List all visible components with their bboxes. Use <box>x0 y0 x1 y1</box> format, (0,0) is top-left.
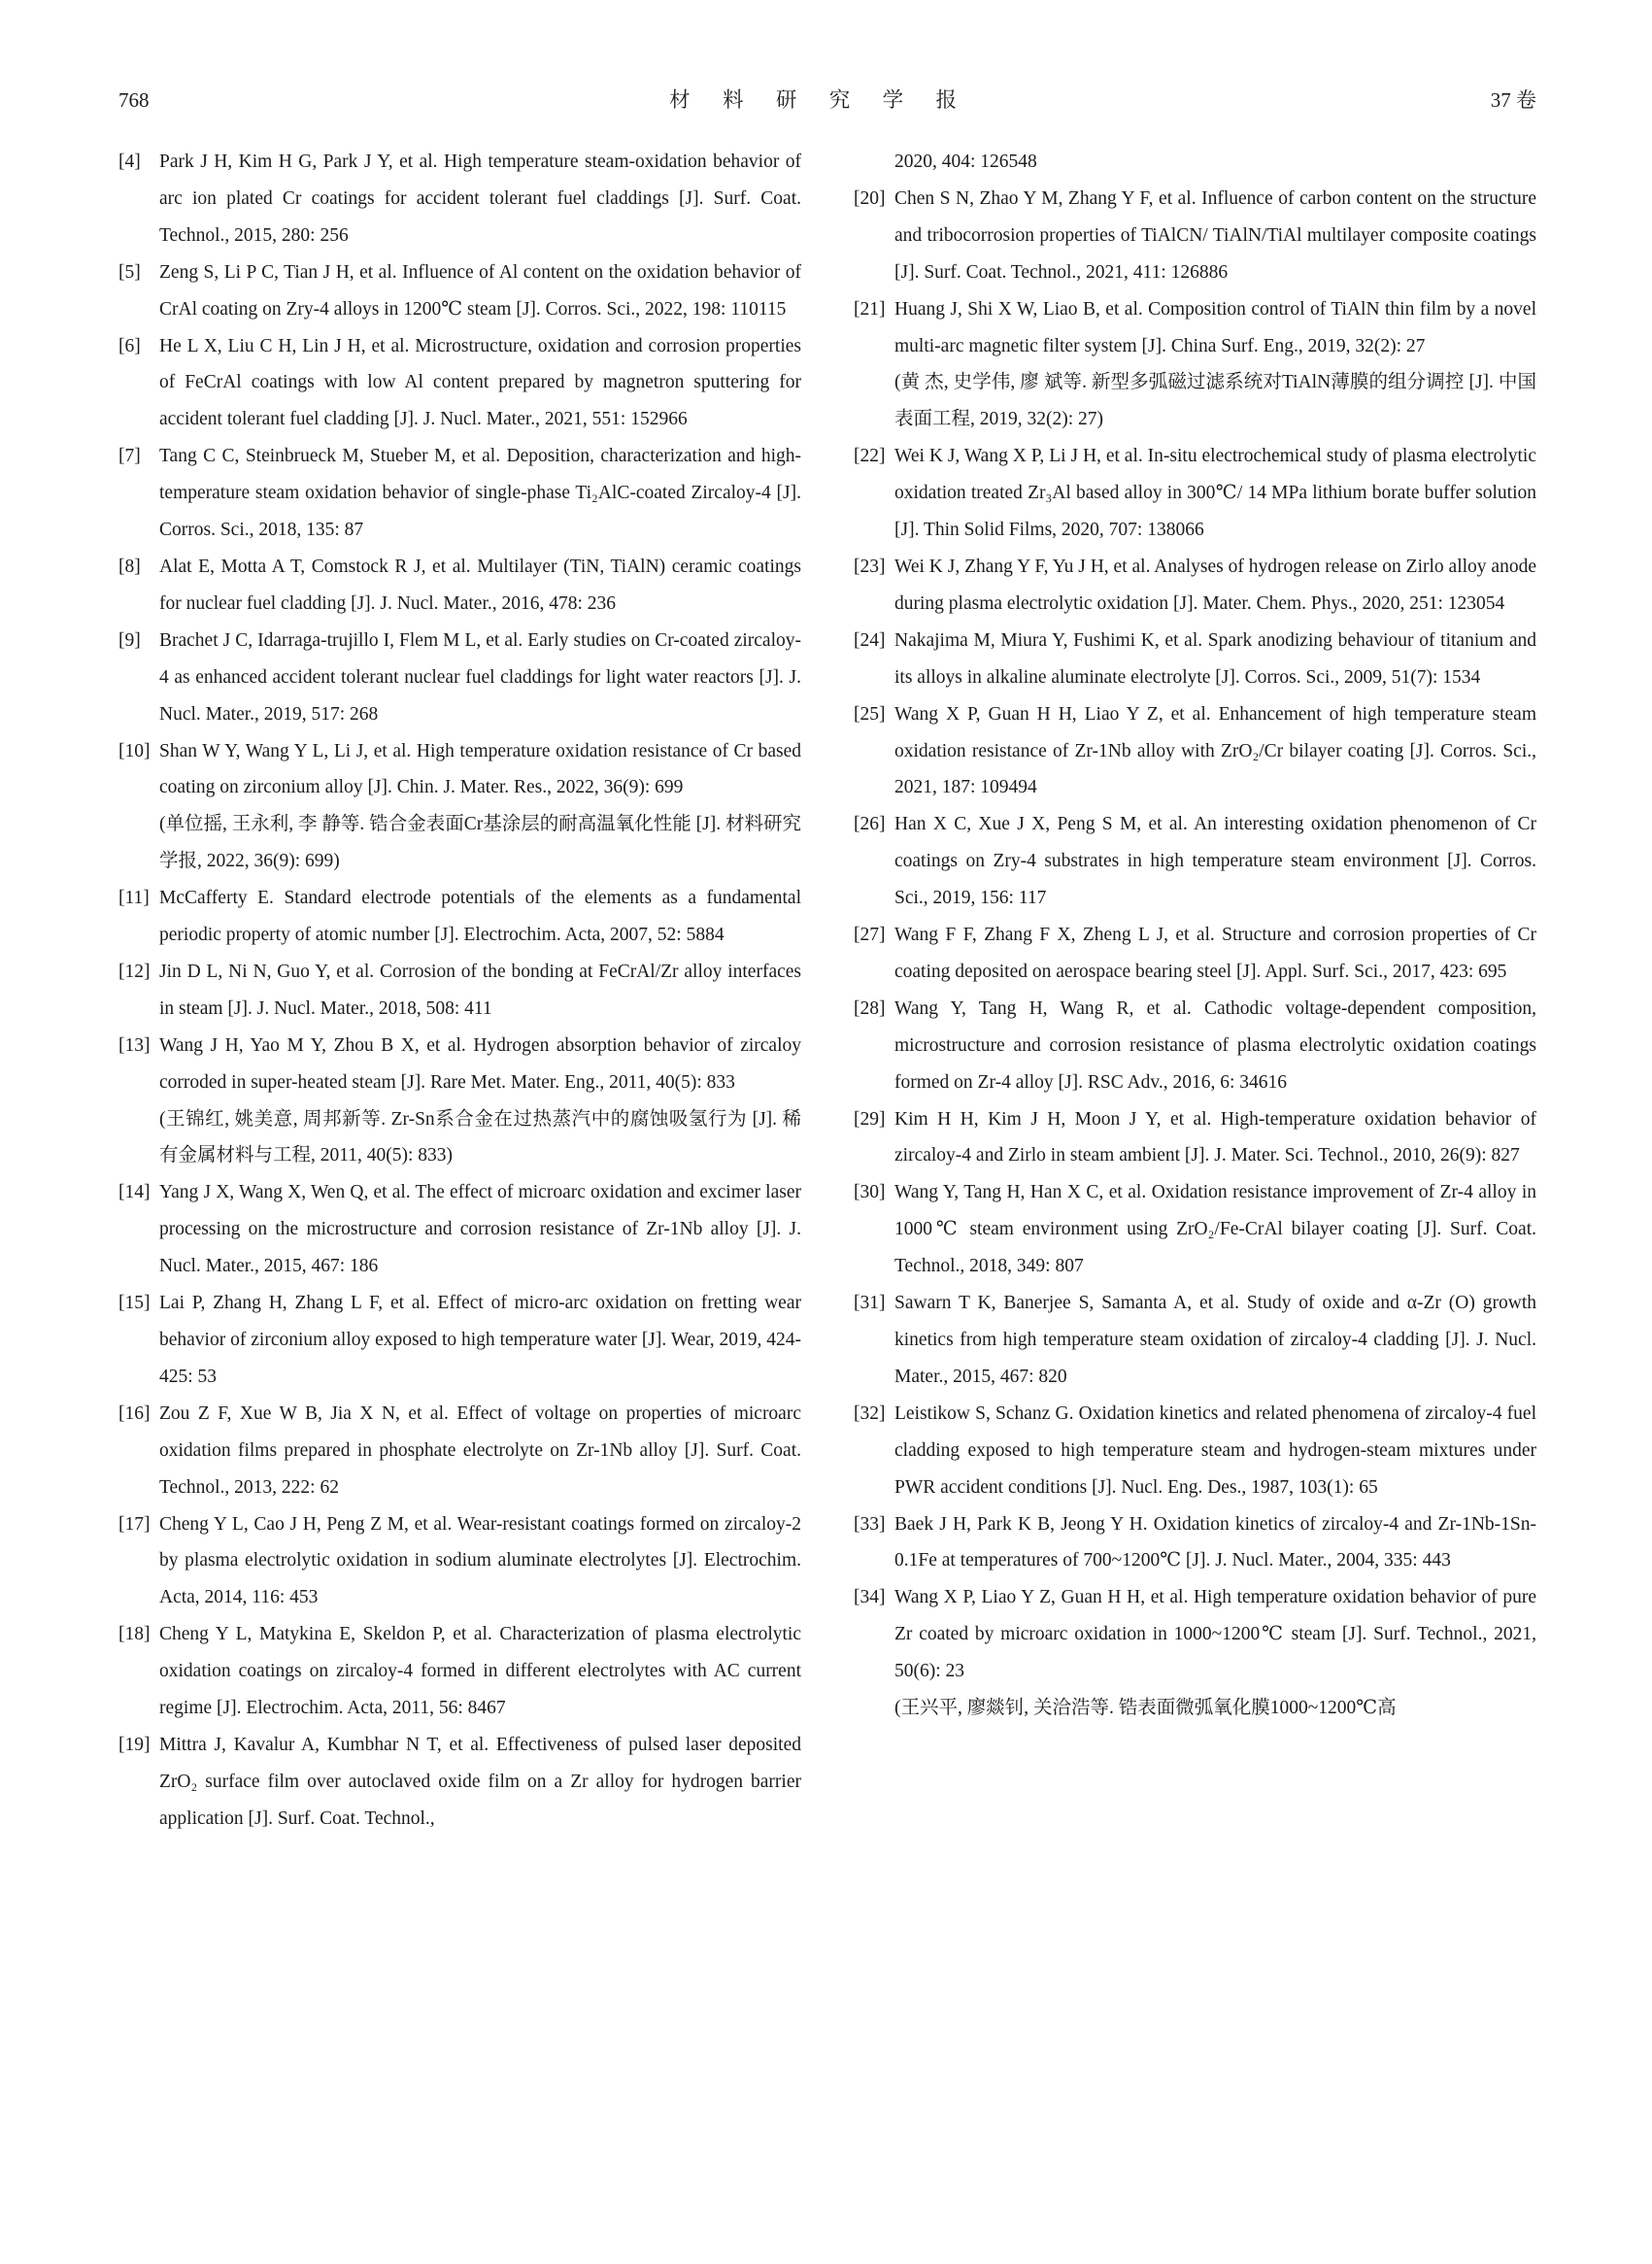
reference-item <box>118 1174 801 1285</box>
reference-item <box>854 291 1536 439</box>
reference-text: He L X, Liu C H, Lin J H, et al. Microstructure, oxidation and corrosion properties of FeCrAl coatings with low Al content prepared by magnetron sputtering for accident tolerant fuel cladding [J]. J. Nucl. Mater., 2021, 551: 152966 <box>159 335 801 430</box>
reference-item <box>118 549 801 623</box>
reference-text: Zeng S, Li P C, Tian J H, et al. Influence of Al content on the oxidation behavior of CrAl coating on Zry-4 alloys in 1200℃ steam [J]. Corros. Sci., 2022, 198: 110115 <box>159 261 801 320</box>
reference-item <box>854 806 1536 917</box>
reference-text: Shan W Y, Wang Y L, Li J, et al. High temperature oxidation resistance of Cr based coating on zirconium alloy [J]. Chin. J. Mater. Res., 2022, 36(9): 699 <box>159 740 801 798</box>
reference-text: Wei K J, Wang X P, Li J H, et al. In-situ electrochemical study of plasma electrolytic oxidation treated Zr₃Al based alloy in 300℃/ 14 MPa lithium borate buffer solution [J]. Thin Solid Films, 2020, 707: 138066 <box>894 446 1536 541</box>
reference-text: Zou Z F, Xue W B, Jia X N, et al. Effect of voltage on properties of microarc oxidation films prepared in phosphate electrolyte on Zr-1Nb alloy [J]. Surf. Coat. Technol., 2013, 222: 62 <box>159 1402 801 1498</box>
reference-item <box>854 1174 1536 1285</box>
references-column-right <box>854 144 1536 2264</box>
reference-number: [31] <box>854 1293 886 1314</box>
reference-item <box>118 1028 801 1175</box>
reference-number: [10] <box>118 740 151 761</box>
reference-item <box>854 549 1536 623</box>
reference-item <box>854 1506 1536 1580</box>
reference-number: [15] <box>118 1293 151 1314</box>
reference-text: Cheng Y L, Cao J H, Peng Z M, et al. Wear-resistant coatings formed on zircaloy-2 by plasma electrolytic oxidation in sodium aluminate electrolytes [J]. Electrochim. Acta, 2014, 116: 453 <box>159 1513 801 1608</box>
reference-text: Jin D L, Ni N, Guo Y, et al. Corrosion of the bonding at FeCrAl/Zr alloy interfaces in steam [J]. J. Nucl. Mater., 2018, 508: 411 <box>159 961 801 1019</box>
reference-text: Kim H H, Kim J H, Moon J Y, et al. High-temperature oxidation behavior of zircaloy-4 and Zirlo in steam ambient [J]. J. Mater. Sci. Technol., 2010, 26(9): 827 <box>894 1108 1536 1166</box>
reference-number: [13] <box>118 1034 151 1056</box>
reference-number: [34] <box>854 1587 886 1608</box>
reference-number: [29] <box>854 1108 886 1130</box>
reference-text: Leistikow S, Schanz G. Oxidation kinetics and related phenomena of zircaloy-4 fuel cladding exposed to high temperature steam and hydrogen-steam mixtures under PWR accident conditions [J]. Nucl. Eng. Des., 1987, 103(1): 65 <box>894 1402 1536 1498</box>
reference-item <box>118 1727 801 1838</box>
reference-item <box>118 438 801 549</box>
reference-item <box>118 623 801 733</box>
reference-item <box>854 438 1536 549</box>
reference-item <box>854 1579 1536 1727</box>
reference-list <box>118 144 1536 2264</box>
reference-number: [16] <box>118 1402 151 1424</box>
reference-item <box>854 991 1536 1101</box>
reference-number: [4] <box>118 152 141 172</box>
reference-item <box>854 623 1536 696</box>
reference-text: Huang J, Shi X W, Liao B, et al. Composition control of TiAlN thin film by a novel multi-arc magnetic filter system [J]. China Surf. Eng., 2019, 32(2): 27 <box>894 298 1536 356</box>
reference-text: Wei K J, Zhang Y F, Yu J H, et al. Analyses of hydrogen release on Zirlo alloy anode during plasma electrolytic oxidation [J]. Mater. Chem. Phys., 2020, 251: 123054 <box>894 556 1536 614</box>
reference-item <box>854 1101 1536 1175</box>
reference-text: Han X C, Xue J X, Peng S M, et al. An interesting oxidation phenomenon of Cr coatings on Zry-4 substrates in high temperature steam environment [J]. Corros. Sci., 2019, 156: 117 <box>894 814 1536 909</box>
reference-number: [22] <box>854 446 886 467</box>
reference-item <box>118 254 801 328</box>
reference-text: Alat E, Motta A T, Comstock R J, et al. Multilayer (TiN, TiAlN) ceramic coatings for nuclear fuel cladding [J]. J. Nucl. Mater., 2016, 478: 236 <box>159 556 801 614</box>
reference-item <box>854 144 1536 181</box>
reference-item <box>118 880 801 954</box>
reference-text: Lai P, Zhang H, Zhang L F, et al. Effect of micro-arc oxidation on fretting wear behavior of zirconium alloy exposed to high temperature water [J]. Wear, 2019, 424-425: 53 <box>159 1293 801 1387</box>
reference-text: Park J H, Kim H G, Park J Y, et al. High temperature steam-oxidation behavior of arc ion plated Cr coatings for accident tolerant fuel claddings [J]. Surf. Coat. Technol., 2015, 280: 256 <box>159 152 801 246</box>
running-header <box>118 84 1536 114</box>
reference-text: Nakajima M, Miura Y, Fushimi K, et al. Spark anodizing behaviour of titanium and its alloys in alkaline aluminate electrolyte [J]. Corros. Sci., 2009, 51(7): 1534 <box>894 629 1536 688</box>
reference-item <box>118 1506 801 1617</box>
reference-number: [32] <box>854 1402 886 1424</box>
reference-number: [18] <box>118 1624 151 1645</box>
reference-number: [27] <box>854 925 886 946</box>
reference-text: McCafferty E. Standard electrode potentials of the elements as a fundamental periodic property of atomic number [J]. Electrochim. Acta, 2007, 52: 5884 <box>159 888 801 946</box>
reference-text: Wang Y, Tang H, Han X C, et al. Oxidation resistance improvement of Zr-4 alloy in 1000℃ steam environment using ZrO₂/Fe-CrAl bilayer coating [J]. Surf. Coat. Technol., 2018, 349: 807 <box>894 1182 1536 1277</box>
reference-text: 2020, 404: 126548 <box>894 152 1037 172</box>
reference-text-chinese: (王锦红, 姚美意, 周邦新等. Zr-Sn系合金在过热蒸汽中的腐蚀吸氢行为 [J]. 稀有金属材料与工程, 2011, 40(5): 833) <box>159 1108 801 1166</box>
references-column-left <box>118 144 801 2264</box>
reference-item <box>118 954 801 1028</box>
reference-item <box>854 696 1536 807</box>
reference-text: Wang Y, Tang H, Wang R, et al. Cathodic voltage-dependent composition, microstructure and corrosion resistance of plasma electrolytic oxidation coatings formed on Zr-4 alloy [J]. RSC Adv., 2016, 6: 34616 <box>894 997 1536 1093</box>
reference-number: [12] <box>118 961 151 982</box>
reference-number: [24] <box>854 629 886 651</box>
reference-item <box>854 181 1536 291</box>
reference-text-chinese: (王兴平, 廖燚钊, 关洽浩等. 锆表面微弧氧化膜1000~1200℃高 <box>894 1698 1397 1719</box>
reference-item <box>118 1396 801 1506</box>
reference-text: Baek J H, Park K B, Jeong Y H. Oxidation kinetics of zircaloy-4 and Zr-1Nb-1Sn-0.1Fe at temperatures of 700~1200℃ [J]. J. Nucl. Mater., 2004, 335: 443 <box>894 1513 1536 1571</box>
page-number: 768 <box>118 88 150 112</box>
reference-text: Brachet J C, Idarraga-trujillo I, Flem M L, et al. Early studies on Cr-coated zircaloy-4 as enhanced accident tolerant nuclear fuel claddings for light water reactors [J]. J. Nucl. Mater., 2019, 517: 268 <box>159 629 801 725</box>
reference-number: [33] <box>854 1513 886 1535</box>
reference-number: [9] <box>118 629 141 651</box>
reference-number: [19] <box>118 1734 151 1755</box>
reference-number: [11] <box>118 888 150 909</box>
reference-number: [8] <box>118 556 141 577</box>
reference-number: [7] <box>118 446 141 467</box>
reference-number: [20] <box>854 187 886 209</box>
reference-item <box>118 144 801 254</box>
reference-text: Sawarn T K, Banerjee S, Samanta A, et al. Study of oxide and α-Zr (O) growth kinetics from high temperature steam oxidation of zircaloy-4 cladding [J]. J. Nucl. Mater., 2015, 467: 820 <box>894 1293 1536 1387</box>
reference-text: Mittra J, Kavalur A, Kumbhar N T, et al. Effectiveness of pulsed laser deposited ZrO₂ surface film over autoclaved oxide film on a Zr alloy for hydrogen barrier application [J]. Surf. Coat. Technol., <box>159 1734 801 1829</box>
reference-number: [28] <box>854 997 886 1019</box>
reference-number: [21] <box>854 298 886 320</box>
reference-text: Wang X P, Liao Y Z, Guan H H, et al. High temperature oxidation behavior of pure Zr coated by microarc oxidation in 1000~1200℃ steam [J]. Surf. Technol., 2021, 50(6): 23 <box>894 1587 1536 1682</box>
reference-number: [6] <box>118 335 141 356</box>
reference-number: [26] <box>854 814 886 835</box>
reference-number: [5] <box>118 261 141 283</box>
reference-number: [17] <box>118 1513 151 1535</box>
reference-item <box>854 1285 1536 1396</box>
reference-item <box>118 1616 801 1727</box>
journal-title: 材 料 研 究 学 报 <box>669 88 971 112</box>
reference-number: [30] <box>854 1182 886 1203</box>
reference-text: Chen S N, Zhao Y M, Zhang Y F, et al. Influence of carbon content on the structure and tribocorrosion properties of TiAlCN/ TiAlN/TiAl multilayer composite coatings [J]. Surf. Coat. Technol., 2021, 411: 126886 <box>894 187 1536 283</box>
reference-item <box>854 1396 1536 1506</box>
reference-text: Tang C C, Steinbrueck M, Stueber M, et al. Deposition, characterization and high-temperature steam oxidation behavior of single-phase Ti₂AlC-coated Zircaloy-4 [J]. Corros. Sci., 2018, 135: 87 <box>159 446 801 541</box>
reference-number: [25] <box>854 703 886 725</box>
reference-text-chinese: (黄 杰, 史学伟, 廖 斌等. 新型多弧磁过滤系统对TiAlN薄膜的组分调控 [J]. 中国表面工程, 2019, 32(2): 27) <box>894 372 1536 430</box>
volume-label: 37 卷 <box>1490 88 1536 112</box>
reference-item <box>118 733 801 881</box>
reference-text: Wang F F, Zhang F X, Zheng L J, et al. Structure and corrosion properties of Cr coating deposited on aerospace bearing steel [J]. Appl. Surf. Sci., 2017, 423: 695 <box>894 925 1536 982</box>
reference-item <box>854 917 1536 991</box>
reference-text-chinese: (单位摇, 王永利, 李 静等. 锆合金表面Cr基涂层的耐高温氧化性能 [J]. 材料研究学报, 2022, 36(9): 699) <box>159 814 801 872</box>
reference-item <box>118 328 801 439</box>
reference-item <box>118 1285 801 1396</box>
reference-text: Wang X P, Guan H H, Liao Y Z, et al. Enhancement of high temperature steam oxidation resistance of Zr-1Nb alloy with ZrO₂/Cr bilayer coating [J]. Corros. Sci., 2021, 187: 109494 <box>894 703 1536 798</box>
reference-text: Wang J H, Yao M Y, Zhou B X, et al. Hydrogen absorption behavior of zircaloy corroded in super-heated steam [J]. Rare Met. Mater. Eng., 2011, 40(5): 833 <box>159 1034 801 1093</box>
reference-number: [23] <box>854 556 886 577</box>
reference-text: Yang J X, Wang X, Wen Q, et al. The effect of microarc oxidation and excimer laser processing on the microstructure and corrosion resistance of Zr-1Nb alloy [J]. J. Nucl. Mater., 2015, 467: 186 <box>159 1182 801 1277</box>
reference-number: [14] <box>118 1182 151 1203</box>
reference-text: Cheng Y L, Matykina E, Skeldon P, et al. Characterization of plasma electrolytic oxidation coatings on zircaloy-4 formed in different electrolytes with AC current regime [J]. Electrochim. Acta, 2011, 56: 8467 <box>159 1624 801 1719</box>
